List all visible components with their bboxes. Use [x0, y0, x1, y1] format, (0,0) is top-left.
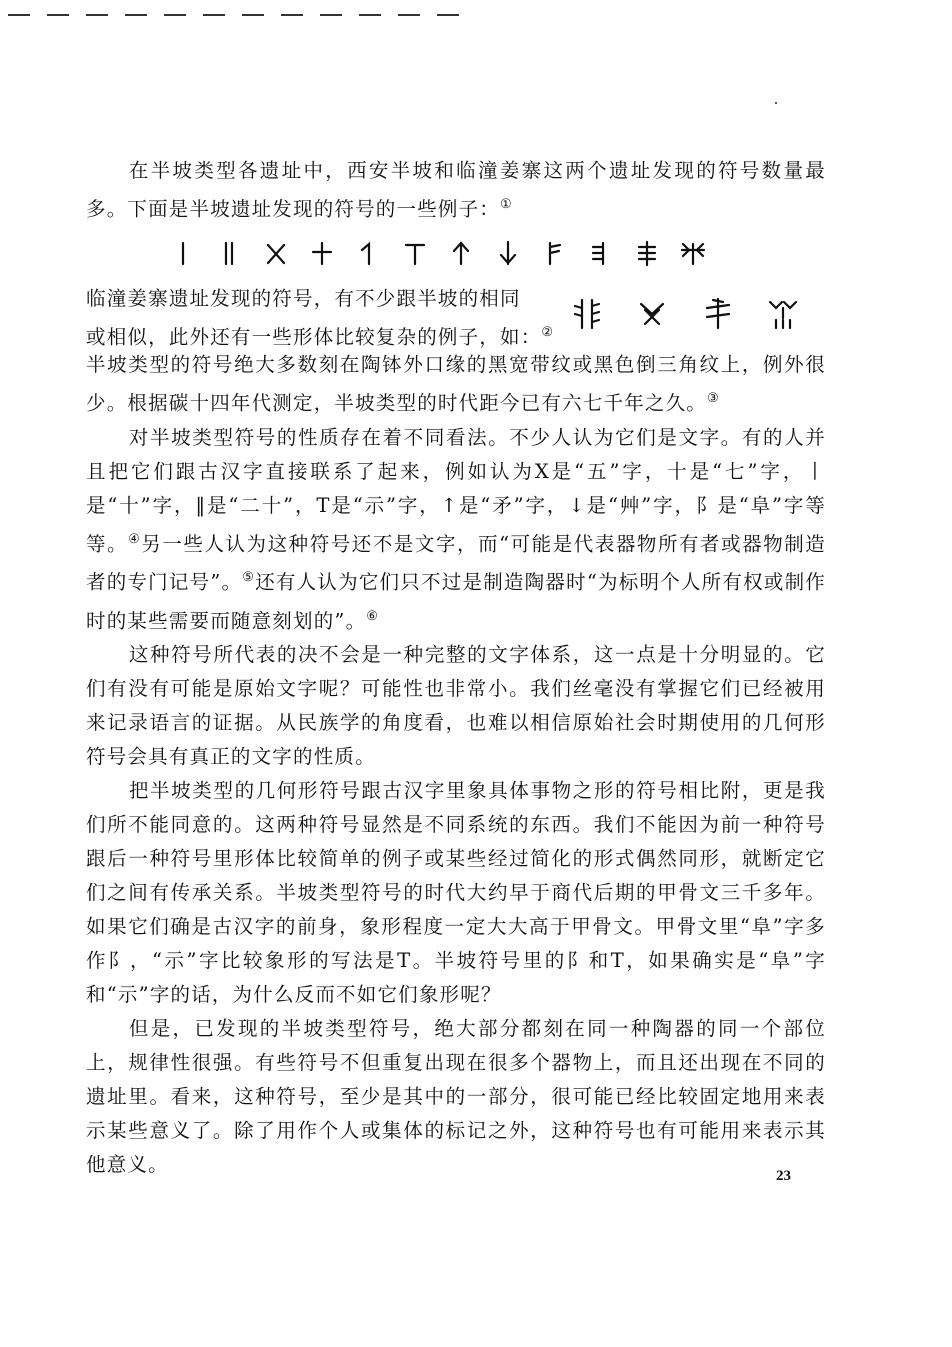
symbol-single-stroke — [168, 238, 198, 268]
paragraph-comparison — [86, 774, 826, 1012]
dash — [8, 14, 30, 16]
symbol-double-stroke — [214, 238, 244, 268]
dash — [125, 14, 147, 16]
dash — [203, 14, 225, 16]
dash — [281, 14, 303, 16]
page-number: 23 — [776, 1168, 791, 1184]
symbol-cross — [307, 238, 337, 268]
footnote-marker: ① — [500, 197, 513, 212]
jiangzhai-paragraph — [86, 282, 566, 355]
body-paragraphs — [86, 348, 826, 1182]
footnote-marker: ③ — [707, 391, 720, 406]
paragraph-conclusion — [86, 1012, 826, 1182]
intro-text: 在半坡类型各遗址中，西安半坡和临潼姜寨这两个遗址发现的符号数量最多。下面是半坡遗址发现的符号的一些例子： — [86, 159, 826, 221]
symbol-fish-bone — [632, 238, 662, 268]
symbol-double-branch — [585, 238, 615, 268]
symbol-x — [261, 238, 291, 268]
symbol-hook — [353, 238, 383, 268]
banpo-symbol-row — [168, 236, 708, 270]
jiangzhai-symbol-row — [570, 296, 800, 332]
dash — [320, 14, 342, 16]
symbol-t — [400, 238, 430, 268]
paragraph-text: 把半坡类型的几何形符号跟古汉字里象具体事物之形的符号相比附，更是我们所不能同意的。这两种符号显然是不同系统的东西。我们不能因为前一种符号跟后一种符号里形体比较简单的例子或某些经过简化的形式偶然同形，就断定它们之间有传承关系。半坡类型符号的时代大约早于商代后期的甲骨文三千多年。如果它们确是古汉字的前身，象形程度一定大大高于甲骨文。甲骨文里“阜”字多作阝，“示”字比较象形的写法是T。半坡符号里的阝和T，如果确实是“阜”字和“示”字的话，为什么反而不如它们象形呢？ — [86, 779, 826, 1006]
symbol-branch — [539, 238, 569, 268]
paragraph-nature — [86, 638, 826, 774]
footnote-marker: ② — [541, 325, 555, 340]
dash — [164, 14, 186, 16]
footnote-marker: ⑤ — [242, 570, 256, 585]
speck — [775, 102, 777, 104]
header-dash-rule — [8, 14, 459, 16]
symbol-jz-fork — [766, 296, 800, 332]
symbol-jz-crossed — [635, 296, 669, 332]
symbol-multi-branch — [678, 238, 708, 268]
dash — [437, 14, 459, 16]
footnote-marker: ④ — [128, 531, 142, 547]
symbol-down-arrow — [493, 238, 523, 268]
footnote-marker: ⑥ — [366, 608, 380, 624]
jiangzhai-line-1: 临潼姜寨遗址发现的符号，有不少跟半坡的相同 — [86, 287, 521, 310]
dash — [398, 14, 420, 16]
paragraph-text: 对半坡类型符号的性质存在着不同看法。不少人认为它们是文字。有的人并且把它们跟古汉字直接联系了起来，例如认为X是“五”字，十是“七”字，丨是“十”字，‖是“二十”，T是“示”字，↑是“矛”字，↓是“艸”字，阝是“阜”字等等。 — [86, 425, 826, 555]
paragraph-text: 半坡类型的符号绝大多数刻在陶钵外口缘的黑宽带纹或黑色倒三角纹上，例外很少。根据碳十四年代测定，半坡类型的时代距今已有六七千年之久。 — [86, 353, 826, 415]
dash — [86, 14, 108, 16]
jiangzhai-line-2: 或相似，此外还有一些形体比较复杂的例子，如： — [86, 325, 542, 349]
symbol-jz-ladder — [570, 296, 604, 332]
symbol-jz-hooked — [701, 296, 735, 332]
paragraph-text: 这种符号所代表的决不会是一种完整的文字体系，这一点是十分明显的。它们有没有可能是原始文字呢？可能性也非常小。我们丝毫没有掌握它们已经被用来记录语言的证据。从民族学的角度看，也难以相信原始社会时期使用的几何形符号会具有真正的文字的性质。 — [86, 643, 826, 768]
intro-paragraph — [86, 154, 826, 227]
paragraph-text: 还有人认为它们只不过是制造陶器时“为标明个人所有权或制作时的某些需要而随意刻划的”。 — [86, 570, 826, 632]
dash — [242, 14, 264, 16]
paragraph-dating — [86, 348, 826, 421]
symbol-up-arrow — [446, 238, 476, 268]
paragraph-views — [86, 421, 826, 639]
dash — [359, 14, 381, 16]
paragraph-text: 另一些人认为这种符号还不是文字，而“可能是代表器物所有者或器物制造者的专门记号”。 — [86, 532, 826, 594]
paragraph-text: 但是，已发现的半坡类型符号，绝大部分都刻在同一种陶器的同一个部位上，规律性很强。有些符号不但重复出现在很多个器物上，而且还出现在不同的遗址里。看来，这种符号，至少是其中的一部分，很可能已经比较固定地用来表示某些意义了。除了用作个人或集体的标记之外，这种符号也有可能用来表示其他意义。 — [86, 1017, 826, 1176]
dash — [47, 14, 69, 16]
